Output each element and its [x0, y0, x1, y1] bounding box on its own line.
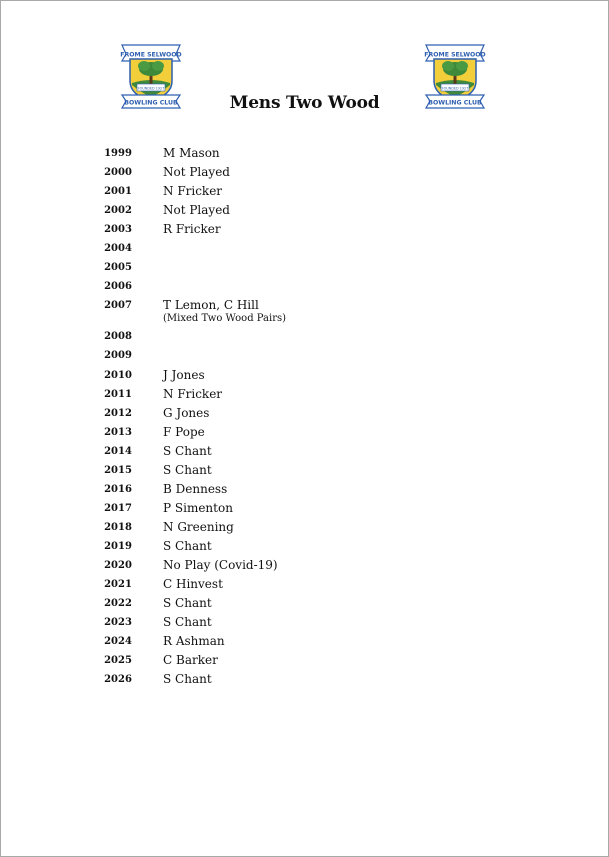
- result-row: [1, 520, 608, 539]
- result-year: 2017: [104, 503, 132, 514]
- result-winner: B Denness: [163, 482, 228, 496]
- result-row: [1, 444, 608, 463]
- result-year: 2003: [104, 224, 132, 235]
- result-year: 2013: [104, 427, 132, 438]
- result-row: [1, 577, 608, 596]
- result-year: 2000: [104, 167, 132, 178]
- result-year: 2005: [104, 262, 132, 273]
- result-winner: No Play (Covid-19): [163, 558, 278, 572]
- logo-text-bottom: BOWLING CLUB: [428, 99, 482, 107]
- result-row: [1, 406, 608, 425]
- result-winner: M Mason: [163, 146, 220, 160]
- logo-text-top: FROME SELWOOD: [424, 51, 486, 59]
- result-row: [1, 463, 608, 482]
- result-winner: N Greening: [163, 520, 234, 534]
- result-row: [1, 558, 608, 577]
- result-year: 2024: [104, 636, 132, 647]
- result-winner: Not Played: [163, 203, 230, 217]
- result-row: [1, 425, 608, 444]
- result-row: [1, 298, 608, 324]
- result-row: [1, 368, 608, 387]
- result-row: [1, 348, 608, 367]
- logo-text-top: FROME SELWOOD: [120, 51, 182, 59]
- result-row: [1, 184, 608, 203]
- result-row: [1, 165, 608, 184]
- logo-text-bottom: BOWLING CLUB: [124, 99, 178, 107]
- result-winner: F Pope: [163, 425, 205, 439]
- result-winner: S Chant: [163, 615, 212, 629]
- result-row: [1, 634, 608, 653]
- result-row: [1, 653, 608, 672]
- result-row: [1, 387, 608, 406]
- result-row: [1, 241, 608, 260]
- result-winner: S Chant: [163, 463, 212, 477]
- result-row: [1, 672, 608, 691]
- result-row: [1, 482, 608, 501]
- result-year: 2002: [104, 205, 132, 216]
- result-row: [1, 203, 608, 222]
- result-row: [1, 329, 608, 348]
- result-winner: J Jones: [163, 368, 205, 382]
- result-year: 2025: [104, 655, 132, 666]
- result-year: 2007: [104, 300, 132, 311]
- result-winner: T Lemon, C Hill: [163, 298, 259, 312]
- result-winner: G Jones: [163, 406, 210, 420]
- result-year: 2008: [104, 331, 132, 342]
- result-year: 2021: [104, 579, 132, 590]
- logo-founded-text: FOUNDED 1927: [441, 86, 469, 91]
- result-year: 2022: [104, 598, 132, 609]
- result-winner: S Chant: [163, 444, 212, 458]
- result-row: [1, 596, 608, 615]
- result-year: 2014: [104, 446, 132, 457]
- result-row: [1, 222, 608, 241]
- result-year: 2019: [104, 541, 132, 552]
- logo-founded-text: FOUNDED 1927: [137, 86, 165, 91]
- result-row: [1, 539, 608, 558]
- result-year: 2026: [104, 674, 132, 685]
- result-row: [1, 260, 608, 279]
- result-winner: N Fricker: [163, 184, 223, 198]
- result-winner: C Barker: [163, 653, 218, 667]
- result-year: 2009: [104, 350, 132, 361]
- result-row: [1, 279, 608, 298]
- result-year: 2023: [104, 617, 132, 628]
- result-year: 2016: [104, 484, 132, 495]
- result-year: 2001: [104, 186, 132, 197]
- result-note: (Mixed Two Wood Pairs): [163, 313, 287, 324]
- result-winner: R Fricker: [163, 222, 221, 236]
- result-year: 2020: [104, 560, 132, 571]
- result-row: [1, 146, 608, 165]
- result-year: 2012: [104, 408, 132, 419]
- result-winner: S Chant: [163, 672, 212, 686]
- result-year: 2011: [104, 389, 132, 400]
- result-year: 2018: [104, 522, 132, 533]
- result-year: 2015: [104, 465, 132, 476]
- result-winner: Not Played: [163, 165, 230, 179]
- result-row: [1, 615, 608, 634]
- result-winner: P Simenton: [163, 501, 233, 515]
- result-winner: N Fricker: [163, 387, 223, 401]
- result-year: 1999: [104, 148, 132, 159]
- page-title: Mens Two Wood: [229, 93, 380, 113]
- result-row: [1, 501, 608, 520]
- result-year: 2010: [104, 370, 132, 381]
- result-winner: R Ashman: [163, 634, 225, 648]
- result-winner: S Chant: [163, 596, 212, 610]
- result-winner: S Chant: [163, 539, 212, 553]
- result-year: 2006: [104, 281, 132, 292]
- result-winner: C Hinvest: [163, 577, 223, 591]
- result-year: 2004: [104, 243, 132, 254]
